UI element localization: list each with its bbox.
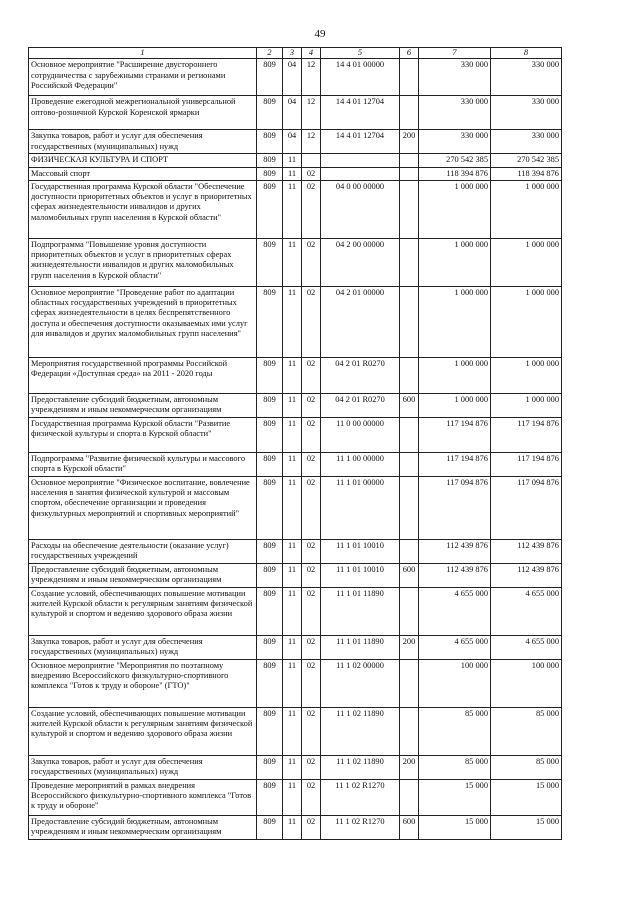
cell-amount-2019: 15 000 [419,815,491,839]
cell-ministry-code: 809 [257,417,283,452]
cell-amount-2020: 15 000 [491,779,562,815]
row-description: Закупка товаров, работ и услуг для обеспечения государственных (муниципальных) нужд [29,130,257,154]
cell-amount-2019: 117 194 876 [419,417,491,452]
cell-amount-2020: 330 000 [491,96,562,130]
cell-ministry-code: 809 [257,96,283,130]
row-description: Массовый спорт [29,167,257,180]
table-row [29,659,562,707]
cell-section-code: 11 [283,357,302,393]
cell-expense-type-code [400,539,419,563]
cell-amount-2020: 112 439 876 [491,539,562,563]
cell-amount-2020: 85 000 [491,755,562,779]
row-description: Мероприятия государственной программы Российской Федерации «Доступная среда» на 2011 - 2020 годы [29,357,257,393]
cell-amount-2020: 4 655 000 [491,587,562,635]
page-number: 49 [314,28,326,40]
cell-amount-2019: 1 000 000 [419,180,491,238]
row-description: ФИЗИЧЕСКАЯ КУЛЬТУРА И СПОРТ [29,154,257,167]
cell-ministry-code: 809 [257,452,283,476]
cell-expense-type-code [400,659,419,707]
table-row [29,755,562,779]
budget-table [28,47,562,840]
cell-expense-type-code [400,707,419,755]
row-description: Предоставление субсидий бюджетным, автономным учреждениям и иным некоммерческим организациям [29,815,257,839]
row-description: Создание условий, обеспечивающих повышение мотивации жителей Курской области к регулярным занятиям физической культурой и спортом и ведению здорового образа жизни [29,587,257,635]
row-description: Проведение ежегодной межрегиональной универсальной оптово-розничной Курской Коренской ярмарки [29,96,257,130]
cell-target-article-code: 04 2 01 R0270 [321,393,400,417]
cell-target-article-code: 11 1 01 00000 [321,476,400,539]
row-description: Расходы на обеспечение деятельности (оказание услуг) государственных учреждений [29,539,257,563]
table-row [29,180,562,238]
cell-subsection-code: 02 [302,238,321,286]
cell-target-article-code: 04 2 01 R0270 [321,357,400,393]
cell-expense-type-code: 200 [400,130,419,154]
cell-expense-type-code [400,180,419,238]
row-description: Закупка товаров, работ и услуг для обеспечения государственных (муниципальных) нужд [29,755,257,779]
cell-amount-2020: 270 542 385 [491,154,562,167]
cell-ministry-code: 809 [257,755,283,779]
row-description: Подпрограмма "Повышение уровня доступности приоритетных объектов и услуг в приоритетных сферах жизнедеятельности инвалидов и других маломобильных групп населения в Курской области" [29,238,257,286]
cell-amount-2019: 112 439 876 [419,539,491,563]
cell-subsection-code: 02 [302,476,321,539]
cell-target-article-code: 11 1 00 00000 [321,452,400,476]
cell-subsection-code: 02 [302,539,321,563]
cell-subsection-code: 02 [302,417,321,452]
cell-subsection-code: 02 [302,779,321,815]
cell-ministry-code: 809 [257,476,283,539]
cell-subsection-code: 02 [302,563,321,587]
cell-amount-2019: 4 655 000 [419,587,491,635]
cell-ministry-code: 809 [257,779,283,815]
table-row [29,563,562,587]
cell-target-article-code: 11 1 02 11890 [321,755,400,779]
cell-section-code: 11 [283,539,302,563]
cell-amount-2020: 117 194 876 [491,417,562,452]
cell-section-code: 11 [283,417,302,452]
cell-section-code: 11 [283,393,302,417]
cell-target-article-code [321,154,400,167]
cell-section-code: 11 [283,587,302,635]
table-row [29,815,562,839]
table-row [29,286,562,357]
cell-amount-2019: 112 439 876 [419,563,491,587]
cell-expense-type-code [400,96,419,130]
cell-amount-2019: 330 000 [419,59,491,96]
cell-ministry-code: 809 [257,238,283,286]
cell-amount-2020: 15 000 [491,815,562,839]
header-cell: 1 [29,48,257,59]
cell-ministry-code: 809 [257,59,283,96]
row-description: Государственная программа Курской области "Обеспечение доступности приоритетных объектов и услуг в приоритетных сферах жизнедеятельности инвалидов и других маломобильных групп населения в Курской области" [29,180,257,238]
cell-subsection-code: 02 [302,452,321,476]
table-row [29,452,562,476]
row-description: Государственная программа Курской области "Развитие физической культуры и спорта в Курской области" [29,417,257,452]
cell-target-article-code: 11 0 00 00000 [321,417,400,452]
row-description: Предоставление субсидий бюджетным, автономным учреждениям и иным некоммерческим организациям [29,563,257,587]
cell-expense-type-code [400,167,419,180]
cell-amount-2019: 118 394 876 [419,167,491,180]
cell-amount-2020: 1 000 000 [491,357,562,393]
cell-amount-2020: 85 000 [491,707,562,755]
header-cell: 2 [257,48,283,59]
cell-amount-2020: 112 439 876 [491,563,562,587]
cell-target-article-code: 04 0 00 00000 [321,180,400,238]
header-cell: 7 [419,48,491,59]
table-row [29,59,562,96]
cell-target-article-code: 14 4 01 12704 [321,96,400,130]
cell-target-article-code: 11 1 01 11890 [321,587,400,635]
cell-subsection-code: 02 [302,587,321,635]
cell-target-article-code: 14 4 01 12704 [321,130,400,154]
cell-ministry-code: 809 [257,587,283,635]
cell-target-article-code: 04 2 01 00000 [321,286,400,357]
cell-section-code: 11 [283,755,302,779]
cell-target-article-code: 11 1 02 11890 [321,707,400,755]
cell-expense-type-code [400,476,419,539]
cell-expense-type-code [400,452,419,476]
cell-target-article-code: 11 1 01 11890 [321,635,400,659]
cell-amount-2019: 330 000 [419,130,491,154]
cell-subsection-code: 02 [302,357,321,393]
cell-target-article-code: 11 1 01 10010 [321,563,400,587]
cell-amount-2020: 118 394 876 [491,167,562,180]
cell-subsection-code: 02 [302,286,321,357]
table-row [29,779,562,815]
cell-section-code: 11 [283,659,302,707]
cell-amount-2019: 270 542 385 [419,154,491,167]
cell-expense-type-code [400,587,419,635]
cell-amount-2020: 1 000 000 [491,393,562,417]
cell-section-code: 04 [283,130,302,154]
cell-amount-2019: 330 000 [419,96,491,130]
cell-expense-type-code [400,357,419,393]
cell-amount-2020: 117 194 876 [491,452,562,476]
cell-section-code: 11 [283,476,302,539]
table-row [29,417,562,452]
cell-amount-2020: 117 094 876 [491,476,562,539]
cell-section-code: 11 [283,635,302,659]
table-row [29,167,562,180]
table-row [29,539,562,563]
cell-expense-type-code: 200 [400,755,419,779]
cell-amount-2019: 1 000 000 [419,286,491,357]
cell-expense-type-code [400,286,419,357]
cell-amount-2020: 330 000 [491,59,562,96]
cell-subsection-code: 02 [302,180,321,238]
cell-expense-type-code: 600 [400,815,419,839]
cell-subsection-code [302,154,321,167]
header-cell: 6 [400,48,419,59]
table-row [29,635,562,659]
cell-amount-2019: 100 000 [419,659,491,707]
cell-target-article-code [321,167,400,180]
cell-section-code: 11 [283,563,302,587]
row-description: Основное мероприятие "Физическое воспитание, вовлечение населения в занятия физической культурой и массовым спортом, обеспечение организации и проведения физкультурных мероприятий и спортивных мероприятий" [29,476,257,539]
cell-subsection-code: 02 [302,167,321,180]
cell-amount-2019: 1 000 000 [419,393,491,417]
cell-ministry-code: 809 [257,167,283,180]
cell-amount-2019: 117 194 876 [419,452,491,476]
cell-subsection-code: 12 [302,130,321,154]
table-row [29,393,562,417]
cell-subsection-code: 02 [302,659,321,707]
cell-amount-2020: 1 000 000 [491,180,562,238]
row-description: Подпрограмма "Развитие физической культуры и массового спорта в Курской области" [29,452,257,476]
cell-subsection-code: 02 [302,635,321,659]
cell-amount-2020: 100 000 [491,659,562,707]
header-cell: 3 [283,48,302,59]
cell-ministry-code: 809 [257,707,283,755]
cell-target-article-code: 11 1 01 10010 [321,539,400,563]
cell-expense-type-code: 200 [400,635,419,659]
cell-subsection-code: 02 [302,815,321,839]
row-description: Создание условий, обеспечивающих повышение мотивации жителей Курской области к регулярным занятиям физической культурой и спортом и ведению здорового образа жизни [29,707,257,755]
cell-subsection-code: 12 [302,59,321,96]
table-row [29,96,562,130]
cell-expense-type-code [400,59,419,96]
header-cell: 8 [491,48,562,59]
table-row [29,476,562,539]
cell-ministry-code: 809 [257,154,283,167]
cell-amount-2019: 15 000 [419,779,491,815]
row-description: Основное мероприятие "Проведение работ по адаптации областных государственных учреждений в приоритетных сферах жизнедеятельности в целях беспрепятственного доступа и обеспечения доступности оказываемых ими услуг для инвалидов и других маломобильных групп населения" [29,286,257,357]
table-row [29,130,562,154]
cell-section-code: 11 [283,167,302,180]
cell-ministry-code: 809 [257,659,283,707]
table-row [29,238,562,286]
cell-target-article-code: 11 1 02 R1270 [321,815,400,839]
cell-section-code: 11 [283,154,302,167]
table-row [29,154,562,167]
cell-amount-2020: 1 000 000 [491,286,562,357]
table-row [29,357,562,393]
cell-amount-2020: 4 655 000 [491,635,562,659]
cell-ministry-code: 809 [257,180,283,238]
cell-expense-type-code: 600 [400,393,419,417]
cell-subsection-code: 12 [302,96,321,130]
cell-amount-2019: 1 000 000 [419,238,491,286]
row-description: Предоставление субсидий бюджетным, автономным учреждениям и иным некоммерческим организациям [29,393,257,417]
header-cell: 4 [302,48,321,59]
row-description: Проведение мероприятий в рамках внедрения Всероссийского физкультурно-спортивного комплекса "Готов к труду и обороне" [29,779,257,815]
cell-ministry-code: 809 [257,539,283,563]
cell-amount-2019: 4 655 000 [419,635,491,659]
cell-amount-2019: 117 094 876 [419,476,491,539]
cell-amount-2020: 1 000 000 [491,238,562,286]
cell-section-code: 11 [283,238,302,286]
cell-target-article-code: 04 2 00 00000 [321,238,400,286]
cell-ministry-code: 809 [257,393,283,417]
cell-section-code: 11 [283,452,302,476]
cell-ministry-code: 809 [257,563,283,587]
cell-amount-2019: 1 000 000 [419,357,491,393]
row-description: Закупка товаров, работ и услуг для обеспечения государственных (муниципальных) нужд [29,635,257,659]
cell-section-code: 04 [283,96,302,130]
cell-expense-type-code: 600 [400,563,419,587]
header-cell: 5 [321,48,400,59]
cell-section-code: 11 [283,286,302,357]
cell-target-article-code: 14 4 01 00000 [321,59,400,96]
cell-expense-type-code [400,417,419,452]
cell-section-code: 11 [283,707,302,755]
cell-target-article-code: 11 1 02 R1270 [321,779,400,815]
cell-amount-2019: 85 000 [419,755,491,779]
cell-expense-type-code [400,779,419,815]
cell-subsection-code: 02 [302,393,321,417]
cell-ministry-code: 809 [257,635,283,659]
cell-subsection-code: 02 [302,755,321,779]
cell-subsection-code: 02 [302,707,321,755]
cell-ministry-code: 809 [257,130,283,154]
cell-section-code: 04 [283,59,302,96]
cell-amount-2020: 330 000 [491,130,562,154]
cell-ministry-code: 809 [257,286,283,357]
table-row [29,587,562,635]
cell-section-code: 11 [283,180,302,238]
cell-ministry-code: 809 [257,357,283,393]
cell-target-article-code: 11 1 02 00000 [321,659,400,707]
header-row [29,48,562,59]
cell-section-code: 11 [283,779,302,815]
cell-ministry-code: 809 [257,815,283,839]
cell-section-code: 11 [283,815,302,839]
table-row [29,707,562,755]
row-description: Основное мероприятие "Расширение двустороннего сотрудничества с зарубежными странами и регионами Российской Федерации" [29,59,257,96]
row-description: Основное мероприятие "Мероприятия по поэтапному внедрению Всероссийского физкультурно-спортивного комплекса "Готов к труду и обороне" (ГТО)" [29,659,257,707]
cell-expense-type-code [400,238,419,286]
cell-expense-type-code [400,154,419,167]
cell-amount-2019: 85 000 [419,707,491,755]
